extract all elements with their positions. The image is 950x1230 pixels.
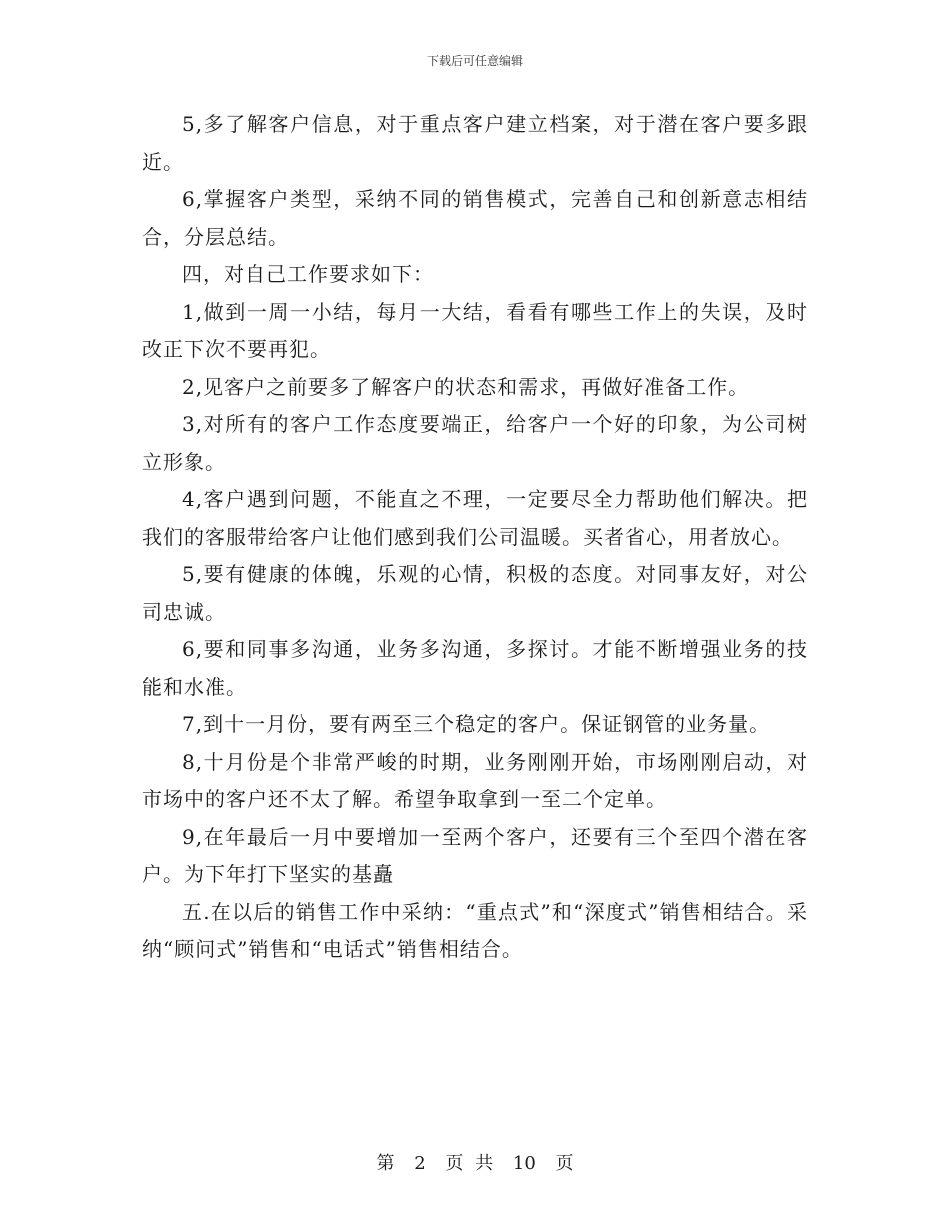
paragraph: 7,到十一月份，要有两至三个稳定的客户。保证钢管的业务量。 xyxy=(182,712,771,736)
footer-prefix: 第 xyxy=(376,1153,395,1174)
paragraph: 3,对所有的客户工作态度要端正，给客户一个好的印象，为公司树立形象。 xyxy=(142,412,808,474)
footer-suffix: 页 xyxy=(555,1153,574,1174)
footer-page-number: 2 xyxy=(414,1153,426,1174)
section-heading: 五.在以后的销售工作中采纳：“重点式”和“深度式”销售相结合。采纳“顾问式”销售和“电话式”销售相结合。 xyxy=(142,899,808,961)
paragraph: 8,十月份是个非常严峻的时期，业务刚刚开始，市场刚刚启动，对市场中的客户还不太了解。希望争取拿到一至二个定单。 xyxy=(142,749,808,811)
paragraph: 5,多了解客户信息，对于重点客户建立档案，对于潜在客户要多跟近。 xyxy=(142,112,808,174)
paragraph: 6,要和同事多沟通，业务多沟通，多探讨。才能不断增强业务的技能和水准。 xyxy=(142,637,808,699)
footer-total-pages: 10 xyxy=(512,1153,536,1174)
paragraph: 5,要有健康的体魄，乐观的心情，积极的态度。对同事友好，对公司忠诚。 xyxy=(142,562,808,624)
document-body xyxy=(142,106,808,969)
section-heading: 四，对自己工作要求如下： xyxy=(182,262,434,286)
paragraph: 6,掌握客户类型，采纳不同的销售模式，完善自己和创新意志相结合，分层总结。 xyxy=(142,187,808,249)
paragraph: 4,客户遇到问题，不能直之不理，一定要尽全力帮助他们解决。把我们的客服带给客户让他们感到我们公司温暖。买者省心，用者放心。 xyxy=(142,487,808,549)
page-header: 下载后可任意编辑 xyxy=(426,54,523,68)
page-footer xyxy=(0,1152,950,1176)
paragraph: 2,见客户之前要多了解客户的状态和需求，再做好准备工作。 xyxy=(182,374,750,399)
footer-middle: 页 共 xyxy=(445,1153,494,1174)
paragraph: 9,在年最后一月中要增加一至两个客户，还要有三个至四个潜在客户。为下年打下坚实的基矗 xyxy=(142,824,808,886)
paragraph: 1,做到一周一小结，每月一大结，看看有哪些工作上的失误，及时改正下次不要再犯。 xyxy=(142,299,808,361)
